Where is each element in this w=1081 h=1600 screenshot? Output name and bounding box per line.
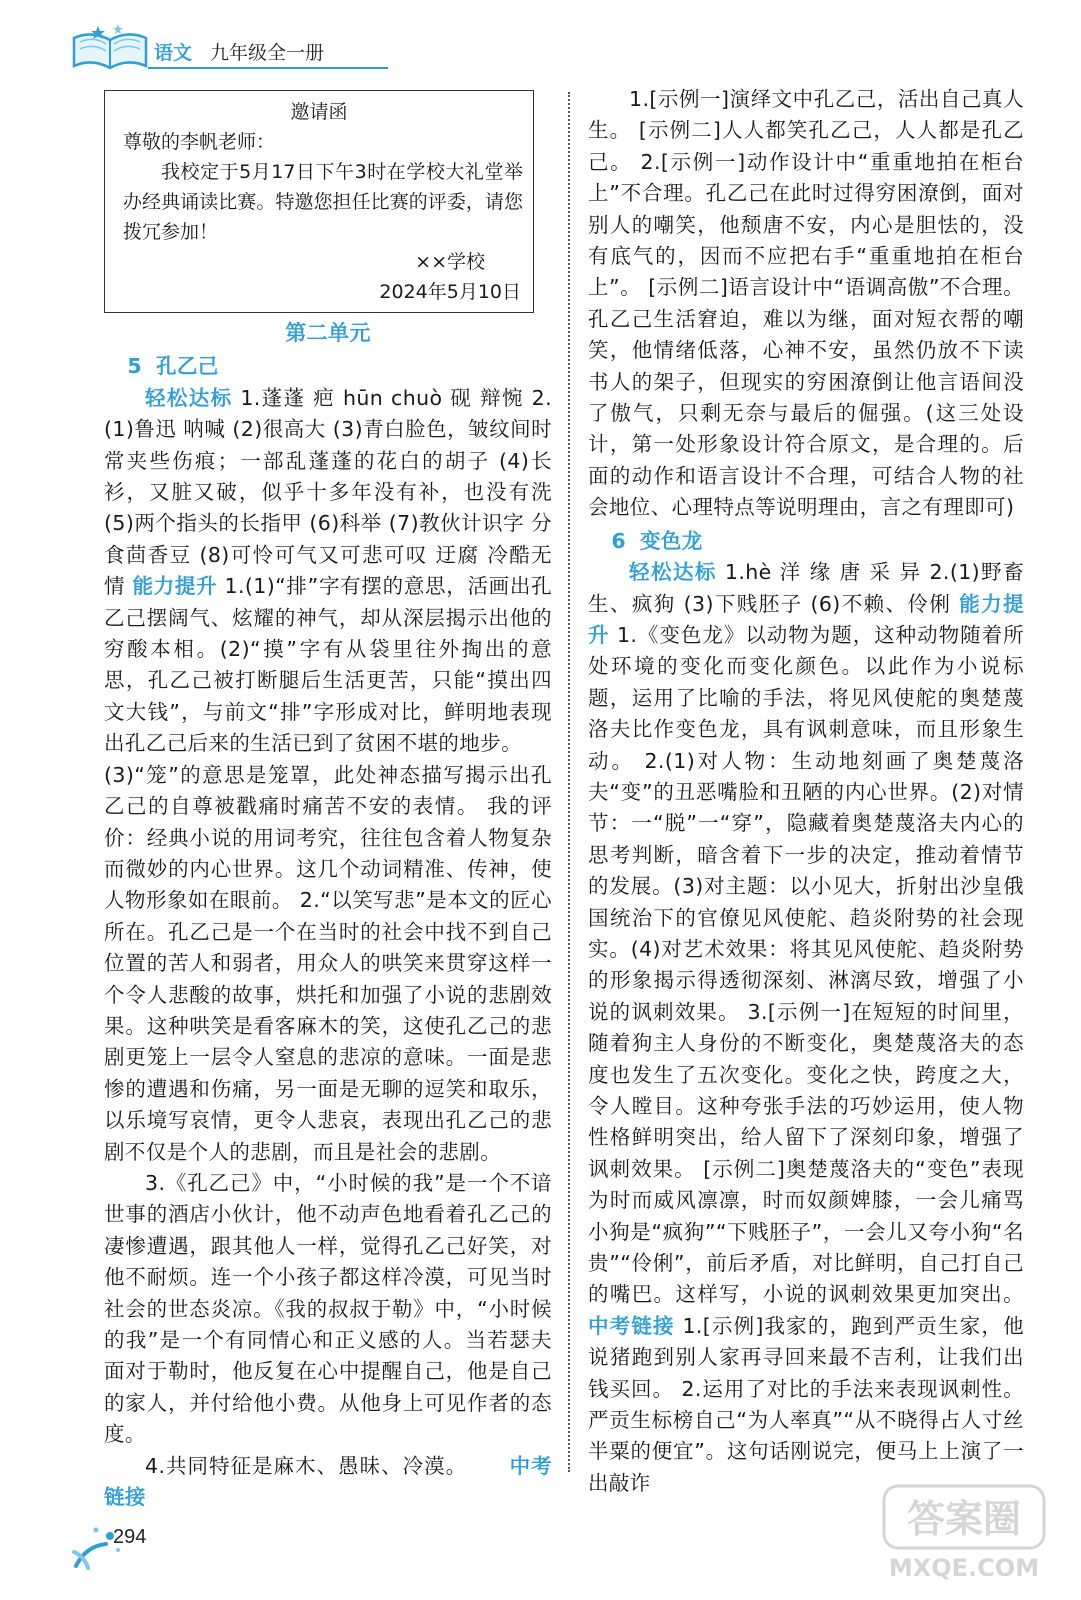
header-subject: 语文 — [154, 42, 193, 64]
open-book-icon — [70, 24, 150, 72]
invitation-letter-box — [104, 90, 534, 313]
watermark-url: MXQE.COM — [888, 1554, 1040, 1582]
letter-signature: ××学校 — [415, 251, 485, 273]
page-header — [70, 20, 550, 76]
lesson-title: 变色龙 — [640, 528, 703, 553]
answer-text: 1.蓬蓬 疤 hūn chuò 砚 辩惋 2.(1)鲁迅 呐喊 (2)很高大 (3)青白脸色，皱纹间时常夹些伤痕；一部乱蓬蓬的花白的胡子 (4)长衫，又脏又破，似乎十多年没有补，也没有洗 (5)两个指头的长指甲 (6)科举 (7)教伙计识字 分食茴香豆 (8)可怜可气又可悲可叹 迂腐 冷酷无情 — [104, 385, 553, 599]
answer-text: 1.[示例]我家的，跑到严贡生家，他说猪跑到别人家再寻回来最不吉利，让我们出钱买回。 2.运用了对比的手法来表现讽刺性。严贡生标榜自己“为人率真”“从不晓得占人寸丝半粟的便宜”。这句话刚说完，便马上上演了一出敲诈 — [588, 1313, 1024, 1495]
answer-text: 1.hè 洋 缘 唐 采 异 2.(1)野畜生、疯狗 (3)下贱胚子 (6)不赖、伶俐 — [588, 560, 1025, 616]
answer-text: 4.共同特征是麻木、愚昧、冷漠。 — [145, 1453, 468, 1478]
watermark-logo-text: 答案圈 — [906, 1497, 1022, 1541]
letter-date: 2024年5月10日 — [379, 281, 521, 303]
column-divider — [568, 92, 570, 1472]
answer-paragraph — [588, 557, 1024, 1499]
lesson-number: 5 — [127, 354, 142, 379]
letter-body: 我校定于5月17日下午3时在学校大礼堂举办经典诵读比赛。特邀您担任比赛的评委，请您拨冗参加！ — [123, 161, 523, 243]
letter-title: 邀请函 — [290, 101, 348, 123]
answer-paragraph — [104, 1451, 552, 1514]
answer-paragraph — [104, 383, 552, 760]
right-answer-column — [588, 84, 1024, 1499]
page-number: 294 — [113, 1526, 147, 1548]
lesson-number: 6 — [611, 528, 626, 553]
section-tag: 能力提升 — [132, 574, 218, 599]
unit-title: 第二单元 — [285, 321, 371, 345]
left-answer-column — [104, 318, 552, 1513]
lesson-title: 孔乙己 — [156, 354, 219, 379]
section-tag: 中考链接 — [104, 1453, 552, 1510]
header-rule — [148, 67, 388, 69]
section-tag: 轻松达标 — [629, 560, 717, 585]
answer-paragraph: 1.[示例一]演绎文中孔乙己，活出自己真人生。 [示例二]人人都笑孔乙己，人人都是孔乙己。 2.[示例一]动作设计中“重重地拍在柜台上”不合理。孔乙己在此时过得穷困潦倒，面对别人的嘲笑，他颓唐不安，内心是胆怯的，没有底气的，因而不应把右手“重重地拍在柜台上”。 [示例二]语言设计中“语调高傲”不合理。孔乙己生活窘迫，难以为继，面对短衣帮的嘲笑，他情绪低落，心神不安，虽然仍放不下读书人的架子，但现实的穷困潦倒让他言语间没了傲气，只剩无奈与最后的倔强。(这三处设计，第一处形象设计符合原文，是合理的。后面的动作和语言设计不合理，可结合人物的社会地位、心理特点等说明理由，言之有理即可) — [588, 87, 1024, 520]
header-grade: 九年级全一册 — [210, 42, 325, 64]
watermark-logo — [880, 1478, 1050, 1588]
lesson-heading-6 — [588, 526, 1024, 557]
section-tag: 中考链接 — [588, 1313, 675, 1338]
answer-text: 1.《变色龙》以动物为题，这种动物随着所处环境的变化而变化颜色。以此作为小说标题，运用了比喻的手法，将见风使舵的奥楚蔑洛夫比作变色龙，具有讽刺意味，而且形象生动。 2.(1)对人物：生动地刻画了奥楚蔑洛夫“变”的丑恶嘴脸和丑陋的内心世界。(2)对情节：一“脱”一“穿”，隐藏着奥楚蔑洛夫内心的思考判断，暗含着下一步的决定，推动着情节的发展。(3)对主题：以小见大，折射出沙皇俄国统治下的官僚见风使舵、趋炎附势的社会现实。(4)对艺术效果：将其见风使舵、趋炎附势的形象揭示得透彻深刻、淋漓尽致，增强了小说的讽刺效果。 3.[示例一]在短短的时间里，随着狗主人身份的不断变化，奥楚蔑洛夫的态度也发生了五次变化。变化之快，跨度之大，令人瞠目。这种夸张手法的巧妙运用，使人物性格鲜明突出，给人留下了深刻印象，增强了讽刺效果。 [示例二]奥楚蔑洛夫的“变色”表现为时而威风凛凛，时而奴颜婢膝，一会儿痛骂小狗是“疯狗”“下贱胚子”，一会儿又夸小狗“名贵”“伶俐”，前后矛盾，对比鲜明，自己打自己的嘴巴。这样写，小说的讽刺效果更加突出。 — [588, 622, 1024, 1307]
lesson-heading-5 — [104, 351, 552, 382]
letter-greeting: 尊敬的李帆老师： — [123, 131, 276, 153]
answer-text: 1.(1)“排”字有摆的意思，活画出孔乙己摆阔气、炫耀的神气，却从深层揭示出他的穷酸本相。(2)“摸”字有从袋里往外掏出的意思，孔乙己被打断腿后生活更苦，只能“摸出四文大钱”，与前文“排”字形成对比，鲜明地表现出孔乙己后来的生活已到了贫困不堪的地步。 — [104, 574, 552, 756]
answer-paragraph: 3.《孔乙己》中，“小时候的我”是一个不谙世事的酒店小伙计，他不动声色地看着孔乙己的凄惨遭遇，跟其他人一样，觉得孔乙己好笑，对他不耐烦。连一个小孩子都这样冷漠，可见当时社会的世态炎凉。《我的叔叔于勒》中，“小时候的我”是一个有同情心和正义感的人。当若瑟夫面对于勒时，他反复在心中提醒自己，他是自己的家人，并付给他小费。从他身上可见作者的态度。 — [104, 1170, 552, 1447]
section-tag: 能力提升 — [588, 591, 1024, 647]
section-tag: 轻松达标 — [145, 385, 233, 410]
answer-paragraph: (3)“笼”的意思是笼罩，此处神态描写揭示出孔乙己的自尊被戳痛时痛苦不安的表情。 我的评价：经典小说的用词考究，往往包含着人物复杂而微妙的内心世界。这几个动词精准、传神，使人物形象如在眼前。 2.“以笑写悲”是本文的匠心所在。孔乙己是一个在当时的社会中找不到自己位置的苦人和弱者，用众人的哄笑来贯穿这样一个令人悲酸的故事，烘托和加强了小说的悲剧效果。这种哄笑是看客麻木的笑，这使孔乙己的悲剧更笼上一层令人窒息的悲凉的意味。一面是悲惨的遭遇和伤痛，另一面是无聊的逗笑和取乐，以乐境写哀情，更令人悲哀，表现出孔乙己的悲剧不仅是个人的悲剧，而且是社会的悲剧。 — [104, 762, 552, 1164]
